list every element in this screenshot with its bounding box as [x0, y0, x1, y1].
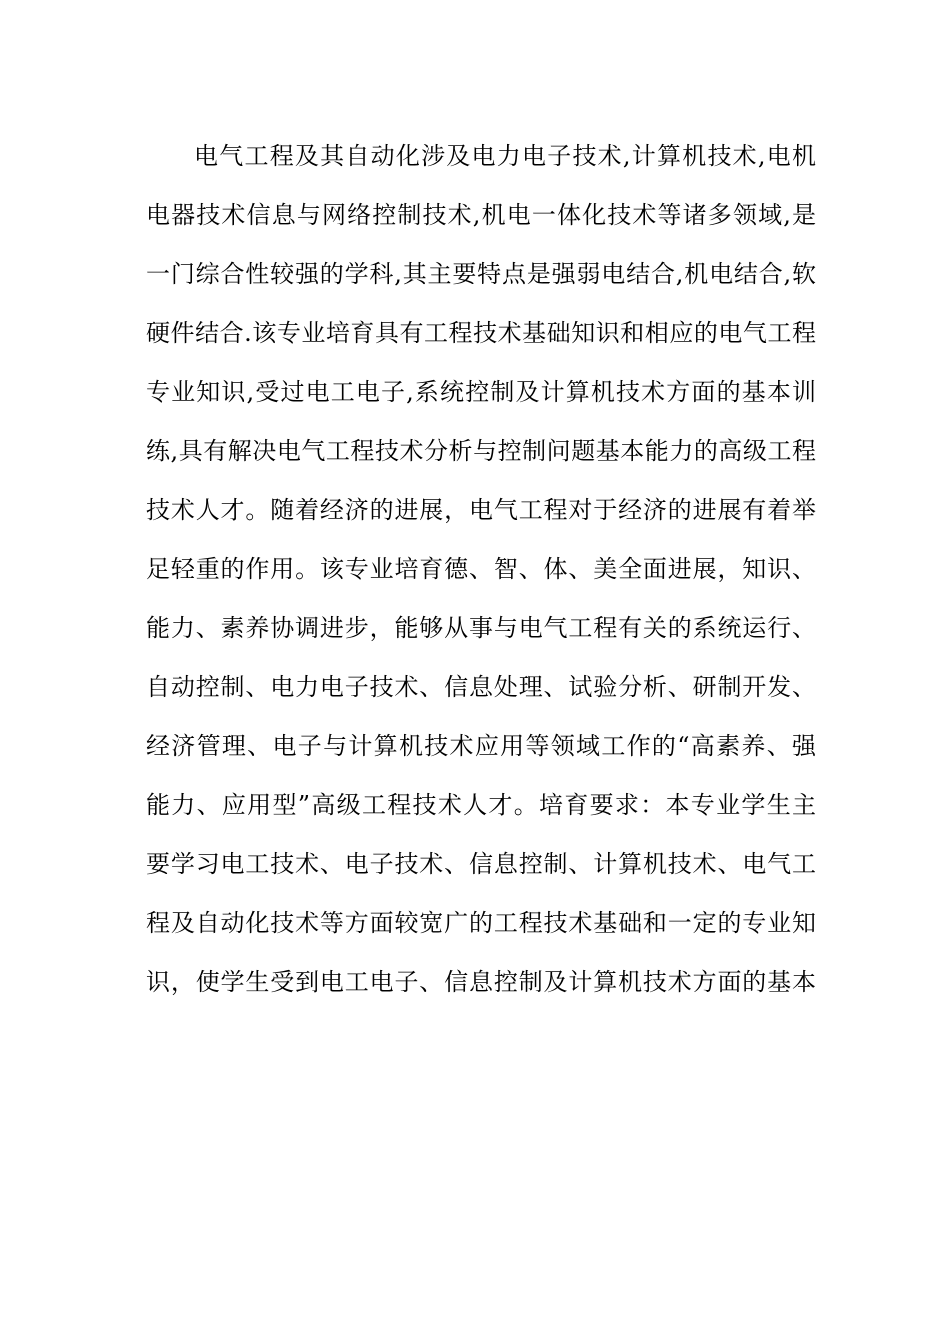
text-line: 足轻重的作用。该专业培育德、智、体、美全面进展，知识、	[146, 555, 816, 583]
text-line: 识，使学生受到电工电子、信息控制及计算机技术方面的基本	[146, 968, 816, 996]
text-line: 自动控制、电力电子技术、信息处理、试验分析、研制开发、	[146, 673, 816, 701]
body-paragraph	[146, 127, 816, 1012]
text-line: 一门综合性较强的学科,其主要特点是强弱电结合,机电结合,软	[146, 260, 816, 288]
text-line: 程及自动化技术等方面较宽广的工程技术基础和一定的专业知	[146, 909, 816, 937]
text-line: 专业知识,受过电工电子,系统控制及计算机技术方面的基本训	[146, 378, 816, 406]
text-line: 练,具有解决电气工程技术分析与控制问题基本能力的高级工程	[146, 437, 816, 465]
text-line: 电气工程及其自动化涉及电力电子技术,计算机技术,电机	[194, 142, 816, 170]
text-line: 能力、素养协调进步，能够从事与电气工程有关的系统运行、	[146, 614, 816, 642]
text-line: 要学习电工技术、电子技术、信息控制、计算机技术、电气工	[146, 850, 816, 878]
text-line: 技术人才。随着经济的进展，电气工程对于经济的进展有着举	[146, 496, 816, 524]
text-line: 硬件结合.该专业培育具有工程技术基础知识和相应的电气工程	[146, 319, 816, 347]
text-line: 经济管理、电子与计算机技术应用等领域工作的“高素养、强	[146, 732, 816, 760]
text-line: 能力、应用型”高级工程技术人才。培育要求：本专业学生主	[146, 791, 816, 819]
text-line: 电器技术信息与网络控制技术,机电一体化技术等诸多领域,是	[146, 201, 816, 229]
